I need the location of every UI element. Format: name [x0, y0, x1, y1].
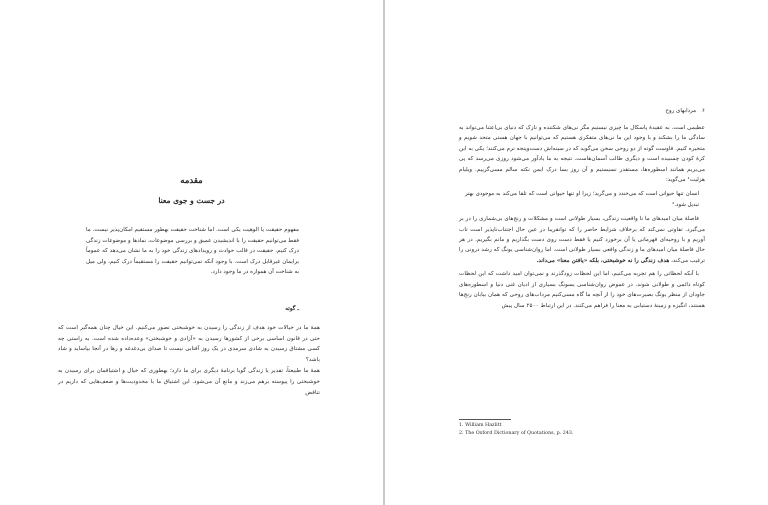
footnote-1: 1. William Hazlitt	[459, 423, 502, 428]
running-head-title: مردابهای روح	[665, 108, 697, 114]
hazlitt-quote: انسان تنها حیوانی است که می‌خندد و می‌گرید؛ زیرا او تنها حیوانی است که تلقا می‌کند به موجودی بهتر تبدیل شود.²	[465, 191, 699, 208]
right-paragraph-3	[459, 214, 705, 266]
right-paragraph-3-text: فاصلهٔ میان امیدهای ما تا واقعیت زندگی، بسیار طولانی است و مشکلات و رنج‌های بی‌شماری را در بر می‌گیرد. تفاوتی نمی‌کند که برخلاف شرایط حاضر را که توانقریبا در عین حال اجتناب‌ناپذیر است تاب آوریم و با روحیه‌ای قهرمانی یا آن برخورد کنیم یا فقط دست روی دست بگذاریم و ماتم بگیریم. در هر حال فاصلهٔ میان امیدهای ما و زندگی واقعی بسیار طولانی است. اما روان‌شناسی یونگ که رشد درونی را ترغیب می‌کند،	[459, 216, 705, 264]
left-paragraph-2: همهٔ ما طبیعتاً، تقدیر یا زندگی گویا برنامهٔ دیگری برای ما دارد؛ بهطوری که خیال و اشتیاقمان برای رسیدن به خوشبختی را پیوسته برهم می‌زند و مانع آن می‌شود. این اشتیاق ما با محدودیت‌ها و ضعف‌هایی که داریم در تناقض	[58, 368, 320, 396]
left-paragraph-1: همهٔ ما در خیالات خود هدف از زندگی را رسیدن به خوشبختی تصور می‌کنیم. این خیال چنان همه‌گیر است که حتی در قانون اساسی برخی از کشورها رسیدن به «آزادی و خوشبختی» وعده‌داده شده است. به راستی چه کسی مشتاق رسیدن به شادی سرمدی در یک روز آفتابی نیست تا صدای بی‌دغدغه و رها در آنجا بیاساید و شاد باشد؟	[58, 325, 320, 363]
left-body-text	[58, 323, 320, 399]
page-number: ۶	[702, 108, 705, 114]
footnotes	[459, 422, 705, 438]
footnote-2: 2. The Oxford Dictionary of Quotations, p. 243.	[459, 431, 574, 436]
right-paragraph-1: عظیمی است. به عقیدهٔ پاسکال ما چیزی نیستیم مگر نی‌های شکننده و نازک که دنیای بی‌اعتنا می‌تواند به سادگی ما را بشکند و با وجود این ما نی‌های متفکری هستیم که می‌توانیم با جهان هستی متحد شویم و متحیره کنیم. فاوست گوته از دو روحی سخن می‌گوید که در سینه‌اش دست‌وپنجه نرم می‌کنند؛ یکی به این کرهٔ کودن چسبیده است و دیگری طالب آسمان‌هاست. نتیجه به ما یادآور می‌شود روزی می‌رسد که پی می‌بریم همانند اسطوره‌ها، مستقدر نسیستیم و آن روز بسا درک ایمن نکته سالم مسی‌گرییم. ویلیام هزلیت¹ می‌گوید:	[459, 125, 705, 184]
chapter-subtitle: در جست و جوی معنا	[158, 196, 225, 205]
running-head	[459, 108, 705, 114]
left-page	[0, 0, 383, 505]
bold-phrase: هدف زندگی را نه خوشبختی، بلکه «یافتن معنا» می‌داند.	[536, 257, 670, 264]
epigraph-attribution: ـ گوته	[285, 306, 299, 312]
right-page	[385, 0, 768, 505]
footnote-rule	[459, 419, 511, 420]
right-body-text	[459, 123, 705, 314]
chapter-title: مقدمه	[180, 176, 203, 186]
right-paragraph-4: با آنکه لحظاتی را هم تجربه می‌کنیم، اما این لحظات زودگذرند و نمی‌توان امید داشت که این لحظات کوتاه دائمی و طولانی شوند. در عموض روان‌شناسی یسونگ بسیاری از ادیان غنی دنیا و اسطوره‌های جاودان از منظر یونگ بصیرت‌های خود را از آنچه ما گاه مسی‌کنیم مرداب‌های روحی که همان بیابان رنج‌ها هستند، انگیزه و زمینهٔ دستیابی به معنا را فراهم می‌کنند. در این ارتباط ۲۵۰۰ سال پیش	[459, 271, 705, 309]
epigraph: مفهوم حقیقت یا الوهیت یکی است. اما شناخت حقیقت بهطور مستقیم امکان‌پذیر نیست. ما فقط می‌توانیم حقیقت را با اندیشیدن عمیق و بررسی موضوعات، نمادها و موضوعات زندگی درک کنیم. حقیقت در قالب حوادث و رویدادهای زندگی خود را به ما نشان می‌دهد که عموماً برایمان غیرقابل درک است. با وجود آنکه نمی‌توانیم حقیقت را مستقیماً درک کنیم، ولی میل به شناخت آن همواره در ما وجود دارد.	[86, 227, 299, 275]
